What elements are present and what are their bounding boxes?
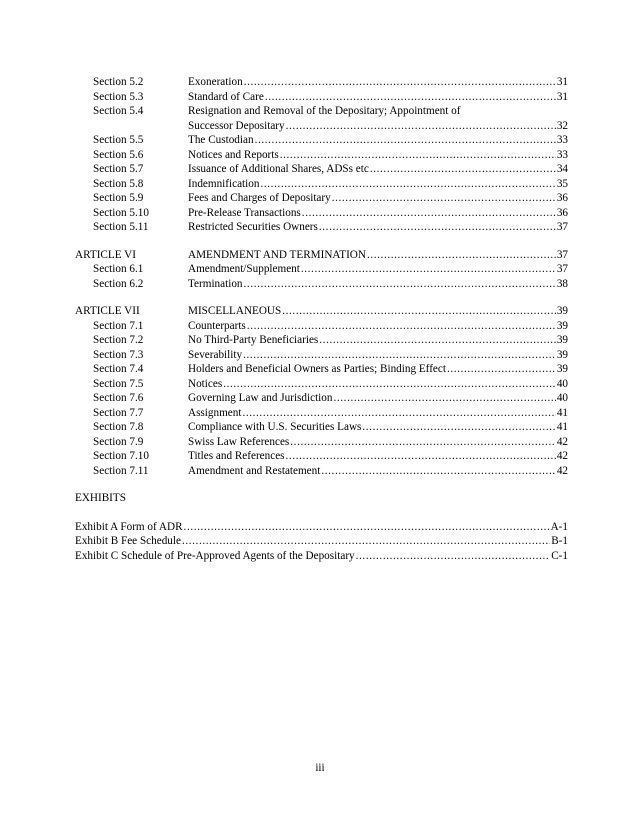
article-title: MISCELLANEOUS [188,305,282,317]
section-title: Swiss Law References [188,435,290,448]
section-title: Governing Law and Jurisdiction [188,392,333,404]
section-title-continued: Successor Depositary [188,119,285,132]
dot-leader [333,391,555,406]
dot-leader [302,206,556,221]
section-title: Notices [188,377,223,390]
page-number: 40 [556,392,568,404]
page-number: C-1 [551,549,568,562]
toc-entry-7-3[interactable] [75,348,568,363]
toc-exhibit-b[interactable] [75,534,568,549]
toc-exhibit-c[interactable] [75,549,568,564]
dot-leader [321,464,555,479]
page-footer [0,762,640,774]
article-label: ARTICLE VI [75,248,136,261]
section-label: Section 5.7 [93,163,144,175]
dot-leader [282,304,556,319]
section-title: Fees and Charges of Depositary [188,192,331,204]
section-title: Standard of Care [188,90,264,103]
dot-leader [370,162,556,177]
toc-entry-7-5[interactable] [75,377,568,392]
section-label: Section 7.4 [93,363,144,375]
toc-entry-7-2[interactable] [75,333,568,348]
section-title: Counterparts [188,319,246,332]
page-number: 31 [556,76,568,88]
toc-entry-5-6[interactable] [75,148,568,163]
section-label: Section 6.2 [93,277,144,290]
page-number: 39 [556,348,568,361]
toc-entry-7-6[interactable] [75,391,568,406]
dot-leader [367,248,556,263]
dot-leader [255,133,556,148]
dot-leader [301,262,556,277]
toc-entry-7-1[interactable] [75,319,568,334]
dot-leader [242,406,555,421]
dot-leader [286,119,556,134]
toc-entry-5-9[interactable] [75,191,568,206]
section-title: Notices and Reports [188,148,279,161]
section-label: Section 7.5 [93,377,144,390]
section-title: Amendment and Restatement [188,464,321,477]
section-title: Amendment/Supplement [188,263,300,275]
toc-entry-7-7[interactable] [75,406,568,421]
section-title: Resignation and Removal of the Depositary; Appointment of [188,105,461,117]
exhibits-heading-text: EXHIBITS [75,492,126,504]
table-of-contents [75,75,568,563]
section-label: Section 5.11 [93,221,149,233]
section-label: Section 5.2 [93,76,144,88]
section-title: Restricted Securities Owners [188,221,318,233]
toc-entry-6-2[interactable] [75,277,568,292]
page-number: 40 [556,377,568,390]
section-label: Section 7.8 [93,421,144,433]
section-label: Section 5.3 [93,90,144,103]
dot-leader [265,90,556,105]
dot-leader [286,449,556,464]
toc-entry-5-4-continued[interactable] [75,119,568,134]
section-label: Section 5.10 [93,206,149,219]
page-number: 41 [556,421,568,433]
exhibit-title: Exhibit B Fee Schedule [75,535,181,547]
dot-leader [362,420,555,435]
page-number: 35 [556,177,568,190]
section-label: Section 5.9 [93,192,144,204]
dot-leader [280,148,556,163]
section-label: Section 7.7 [93,406,144,419]
toc-entry-6-1[interactable] [75,262,568,277]
toc-entry-5-3[interactable] [75,90,568,105]
toc-entry-5-2[interactable] [75,75,568,90]
page-number: 39 [556,363,568,375]
section-label: Section 5.8 [93,177,144,190]
page-number: A-1 [550,520,568,533]
section-title: Exoneration [188,76,243,88]
section-title: Issuance of Additional Shares, ADSs etc [188,163,369,175]
page-number: 39 [556,334,568,346]
page-number: 39 [556,305,568,317]
page-number: 42 [556,464,568,477]
dot-leader [244,75,556,90]
section-title: Pre-Release Transactions [188,206,301,219]
section-label: Section 7.6 [93,392,144,404]
page-number: 41 [556,406,568,419]
exhibits-heading [75,491,568,506]
exhibit-title: Exhibit C Schedule of Pre-Approved Agents of the Depositary [75,549,355,562]
toc-article-7[interactable] [75,304,568,319]
toc-exhibit-a[interactable] [75,520,568,535]
page-number: 33 [556,134,568,146]
section-label: Section 7.10 [93,450,149,462]
toc-entry-5-10[interactable] [75,206,568,221]
article-label: ARTICLE VII [75,305,140,317]
section-label: Section 7.11 [93,464,149,477]
section-title: Termination [188,277,243,290]
dot-leader [260,177,555,192]
section-label: Section 5.4 [93,105,144,117]
dot-leader [244,277,556,292]
section-label: Section 7.9 [93,435,144,448]
section-label: Section 7.1 [93,319,144,332]
section-label: Section 6.1 [93,263,144,275]
section-label: Section 5.6 [93,148,144,161]
page-number: 33 [556,148,568,161]
toc-entry-7-11[interactable] [75,464,568,479]
section-title: Holders and Beneficial Owners as Parties; Binding Effect [188,363,446,375]
dot-leader [332,191,556,206]
toc-entry-5-5[interactable] [75,133,568,148]
section-title: Indemnification [188,177,260,190]
page-number: 34 [556,163,568,175]
dot-leader [182,534,550,549]
toc-entry-7-10[interactable] [75,449,568,464]
toc-entry-5-4[interactable] [75,104,568,119]
toc-article-6[interactable] [75,248,568,263]
dot-leader [356,549,551,564]
exhibit-title: Exhibit A Form of ADR [75,520,183,533]
toc-entry-5-7[interactable] [75,162,568,177]
page-number: 36 [556,206,568,219]
page-number: 37 [556,263,568,275]
dot-leader [184,520,550,535]
page-number: 38 [556,277,568,290]
footer-page-number: iii [315,762,325,774]
dot-leader [319,333,556,348]
toc-entry-7-8[interactable] [75,420,568,435]
section-title: Severability [188,348,243,361]
page-number: 37 [556,221,568,233]
toc-entry-7-4[interactable] [75,362,568,377]
section-title: The Custodian [188,134,254,146]
dot-leader [247,319,556,334]
section-label: Section 7.3 [93,348,144,361]
dot-leader [243,348,556,363]
toc-entry-7-9[interactable] [75,435,568,450]
page-number: 37 [556,248,568,261]
section-title: Assignment [188,406,242,419]
dot-leader [319,220,556,235]
dot-leader [290,435,556,450]
section-label: Section 7.2 [93,334,144,346]
section-label: Section 5.5 [93,134,144,146]
page-number: 42 [556,450,568,462]
page-number: 36 [556,192,568,204]
page-number: 42 [556,435,568,448]
page-number: B-1 [551,535,568,547]
article-title: AMENDMENT AND TERMINATION [188,248,366,261]
section-title: No Third-Party Beneficiaries [188,334,319,346]
toc-entry-5-11[interactable] [75,220,568,235]
page-number: 32 [556,119,568,132]
page-number: 39 [556,319,568,332]
section-title: Titles and References [188,450,285,462]
section-title: Compliance with U.S. Securities Laws [188,421,362,433]
toc-entry-5-8[interactable] [75,177,568,192]
page-number: 31 [556,90,568,103]
dot-leader [223,377,556,392]
dot-leader [447,362,556,377]
